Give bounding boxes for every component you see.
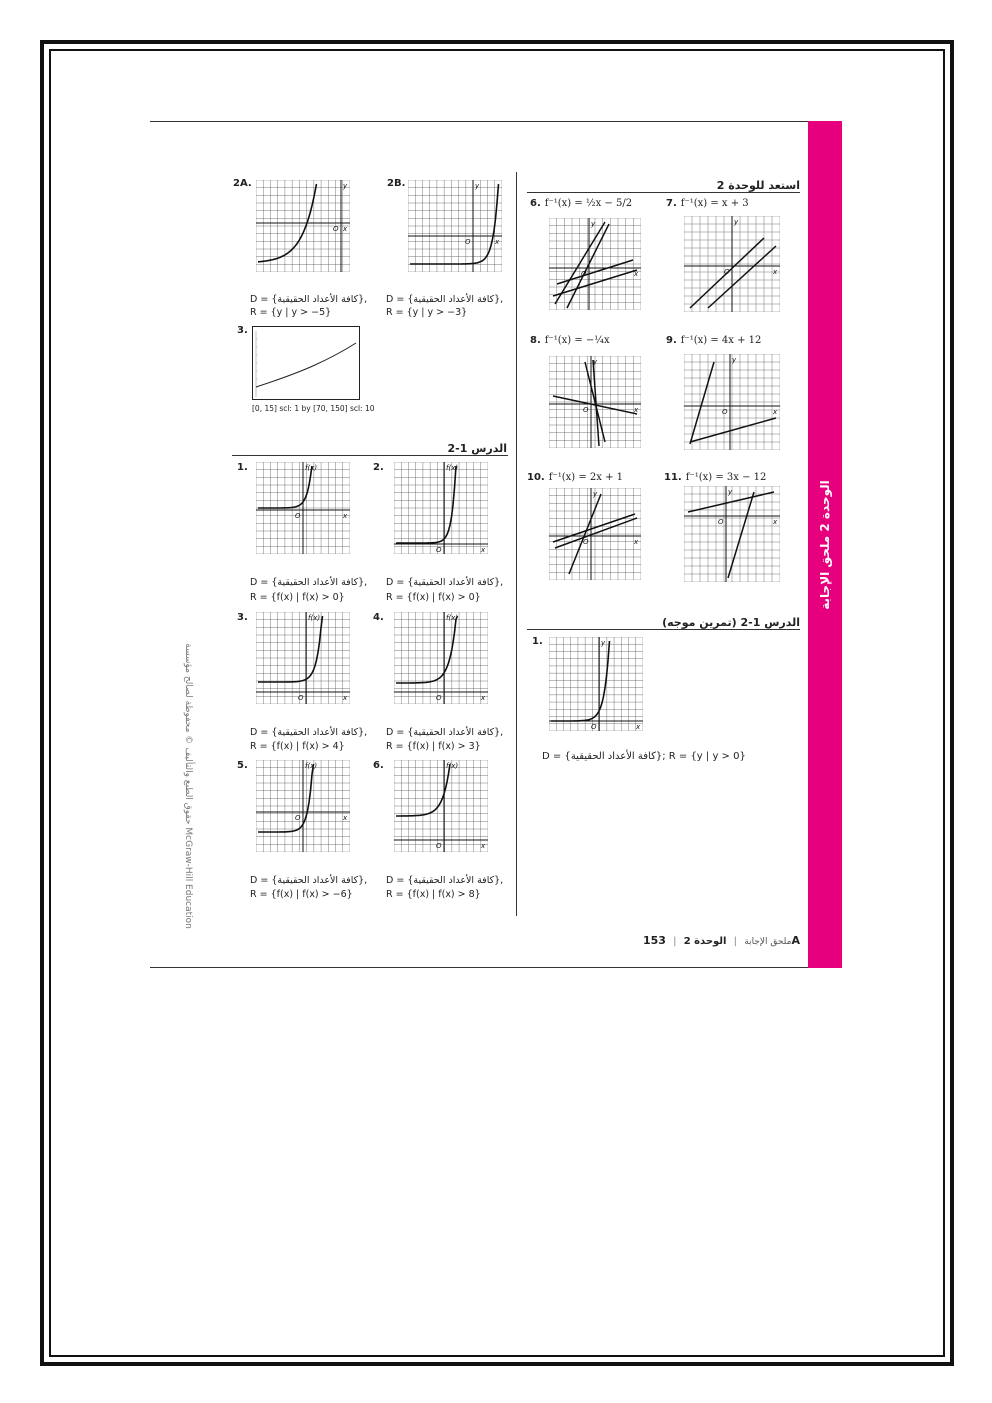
calculator-window-caption: [0, 15] scl: 1 by [70, 150] scl: 10 bbox=[252, 404, 375, 413]
function-line bbox=[593, 360, 599, 446]
item-6-graph bbox=[549, 218, 641, 310]
item-10-graph bbox=[549, 488, 641, 580]
lesson-ex4-domain: D = {كافة الأعداد الحقيقية}, bbox=[386, 727, 504, 738]
footer-separator: | bbox=[733, 936, 738, 947]
item-10-equation bbox=[527, 472, 623, 483]
axis-label-x: x bbox=[343, 814, 348, 822]
item-9-graph bbox=[684, 354, 780, 450]
lesson-ex3-graph bbox=[256, 612, 350, 704]
exercise-3-label: 3. bbox=[237, 325, 248, 336]
function-curve bbox=[258, 764, 314, 832]
origin-label: O bbox=[722, 408, 728, 416]
function-line bbox=[555, 518, 637, 548]
function-line bbox=[690, 362, 714, 444]
lesson-ex3-label: 3. bbox=[237, 612, 248, 623]
item-6-number: 6. bbox=[530, 198, 541, 209]
function-curve bbox=[258, 616, 323, 682]
origin-label: O bbox=[581, 270, 587, 278]
axis-label-x: x bbox=[343, 694, 348, 702]
item-11-formula: f⁻¹(x) = 3x − 12 bbox=[685, 472, 767, 483]
guided-ex1-answer: D = {كافة الأعداد الحقيقية}; R = {y | y > 0} bbox=[542, 751, 746, 762]
function-line bbox=[690, 418, 776, 442]
item-7-graph bbox=[684, 216, 780, 312]
axis-label-y: f(x) bbox=[446, 464, 459, 472]
exercise-2b-domain: D = {كافة الأعداد الحقيقية}, bbox=[386, 294, 504, 305]
axis-label-y: f(x) bbox=[305, 464, 318, 472]
origin-label: O bbox=[718, 518, 724, 526]
exercise-2a-label: 2A. bbox=[233, 178, 252, 189]
axis-label-y: y bbox=[343, 182, 348, 190]
unit-2-prep-title: استعد للوحدة 2 bbox=[716, 179, 800, 192]
axis-label-y: y bbox=[593, 358, 598, 366]
guided-practice-title: الدرس 1-2 (تمرين موجه) bbox=[662, 616, 800, 629]
item-7-formula: f⁻¹(x) = x + 3 bbox=[680, 198, 749, 209]
lesson-ex6-domain: D = {كافة الأعداد الحقيقية}, bbox=[386, 875, 504, 886]
lesson-ex2-label: 2. bbox=[373, 462, 384, 473]
item-10-formula: f⁻¹(x) = 2x + 1 bbox=[548, 472, 623, 483]
lesson-ex2-graph bbox=[394, 462, 488, 554]
function-line bbox=[553, 514, 635, 542]
function-line bbox=[555, 222, 605, 304]
item-6-formula: f⁻¹(x) = ½x − 5/2 bbox=[544, 198, 633, 209]
origin-label: O bbox=[465, 238, 471, 246]
function-curve bbox=[396, 616, 458, 683]
graph-2a bbox=[256, 180, 350, 272]
bottom-rule bbox=[150, 967, 842, 968]
item-8-formula: f⁻¹(x) = −¼x bbox=[544, 335, 610, 346]
origin-label: O bbox=[436, 842, 442, 850]
footer-separator: | bbox=[673, 936, 677, 947]
axis-label-y: y bbox=[475, 182, 480, 190]
item-9-number: 9. bbox=[666, 335, 677, 346]
item-8-equation bbox=[530, 335, 610, 346]
function-curve bbox=[410, 184, 499, 264]
item-6-equation bbox=[530, 198, 632, 209]
axis-label-y: y bbox=[593, 490, 598, 498]
function-curve bbox=[396, 464, 459, 543]
column-divider bbox=[516, 172, 517, 916]
axis-label-x: x bbox=[634, 270, 639, 278]
item-8-graph bbox=[549, 356, 641, 448]
lesson-ex6-label: 6. bbox=[373, 760, 384, 771]
lesson-ex2-range: R = {f(x) | f(x) > 0} bbox=[386, 592, 481, 603]
item-11-number: 11. bbox=[664, 472, 682, 483]
exercise-2a-range: R = {y | y > −5} bbox=[250, 307, 332, 318]
guided-ex1-label: 1. bbox=[532, 636, 543, 647]
axis-label-x: x bbox=[773, 518, 778, 526]
lesson-ex4-graph bbox=[394, 612, 488, 704]
origin-label: O bbox=[583, 538, 589, 546]
lesson-ex5-graph bbox=[256, 760, 350, 852]
item-10-number: 10. bbox=[527, 472, 545, 483]
item-11-equation bbox=[664, 472, 766, 483]
lesson-ex1-domain: D = {كافة الأعداد الحقيقية}, bbox=[250, 577, 368, 588]
function-line bbox=[708, 246, 776, 308]
axis-label-x: x bbox=[481, 694, 486, 702]
origin-label: O bbox=[298, 694, 304, 702]
origin-label: O bbox=[295, 814, 301, 822]
axis-label-x: x bbox=[481, 546, 486, 554]
item-8-number: 8. bbox=[530, 335, 541, 346]
origin-label: O bbox=[333, 225, 339, 233]
axis-label-x: x bbox=[343, 225, 348, 233]
item-9-formula: f⁻¹(x) = 4x + 12 bbox=[680, 335, 762, 346]
axis-label-y: y bbox=[734, 218, 739, 226]
axis-label-x: x bbox=[773, 408, 778, 416]
axis-label-x: x bbox=[495, 238, 500, 246]
lesson-ex6-graph bbox=[394, 760, 488, 852]
lesson-ex2-domain: D = {كافة الأعداد الحقيقية}, bbox=[386, 577, 504, 588]
axis-label-x: x bbox=[636, 723, 641, 731]
unit-2-prep-rule bbox=[527, 192, 800, 193]
axis-label-x: x bbox=[634, 406, 639, 414]
origin-label: O bbox=[591, 723, 597, 731]
lesson-ex5-range: R = {f(x) | f(x) > −6} bbox=[250, 889, 353, 900]
guided-ex1-graph bbox=[549, 637, 643, 731]
axis-label-y: y bbox=[601, 639, 606, 647]
axis-label-x: x bbox=[481, 842, 486, 850]
item-9-equation bbox=[666, 335, 761, 346]
axis-label-x: x bbox=[634, 538, 639, 546]
lesson-ex4-label: 4. bbox=[373, 612, 384, 623]
exercise-2b-range: R = {y | y > −3} bbox=[386, 307, 468, 318]
footer-section: ملحق الإجابة bbox=[744, 937, 792, 947]
origin-label: O bbox=[295, 512, 301, 520]
sidebar-title: الوحدة 2 ملحق الإجابة bbox=[818, 480, 832, 610]
item-7-equation bbox=[666, 198, 749, 209]
lesson-ex3-range: R = {f(x) | f(x) > 4} bbox=[250, 741, 345, 752]
origin-label: O bbox=[583, 406, 589, 414]
lesson-2-1-rule bbox=[232, 455, 508, 456]
origin-label: O bbox=[724, 268, 730, 276]
axis-label-y: f(x) bbox=[446, 762, 459, 770]
lesson-ex3-domain: D = {كافة الأعداد الحقيقية}, bbox=[250, 727, 368, 738]
axis-label-x: x bbox=[773, 268, 778, 276]
guided-practice-rule bbox=[527, 629, 800, 630]
lesson-ex5-label: 5. bbox=[237, 760, 248, 771]
copyright-credit: حقوق الطبع والتأليف © محفوظة لصالح مؤسسة McGraw-Hill Education bbox=[183, 643, 193, 929]
function-curve bbox=[551, 641, 610, 721]
item-7-number: 7. bbox=[666, 198, 677, 209]
footer-page-number: 153A bbox=[642, 934, 800, 947]
top-rule bbox=[150, 121, 808, 122]
graph-2b bbox=[408, 180, 502, 272]
exercise-2b-label: 2B. bbox=[387, 178, 406, 189]
item-11-graph bbox=[684, 486, 780, 582]
axis-label-y: f(x) bbox=[305, 762, 318, 770]
axis-label-y: y bbox=[728, 488, 733, 496]
origin-label: O bbox=[436, 546, 442, 554]
page-footer bbox=[643, 934, 800, 947]
calculator-plot bbox=[253, 327, 359, 399]
axis-label-y: f(x) bbox=[308, 614, 321, 622]
exercise-2a-domain: D = {كافة الأعداد الحقيقية}, bbox=[250, 294, 368, 305]
axis-label-y: y bbox=[732, 356, 737, 364]
lesson-ex6-range: R = {f(x) | f(x) > 8} bbox=[386, 889, 481, 900]
axis-label-x: x bbox=[343, 512, 348, 520]
footer-unit: الوحدة 2 bbox=[683, 936, 727, 947]
axis-label-y: f(x) bbox=[446, 614, 459, 622]
origin-label: O bbox=[436, 694, 442, 702]
lesson-ex1-label: 1. bbox=[237, 462, 248, 473]
lesson-ex1-range: R = {f(x) | f(x) > 0} bbox=[250, 592, 345, 603]
lesson-ex1-graph bbox=[256, 462, 350, 554]
calculator-screen bbox=[252, 326, 360, 400]
lesson-ex4-range: R = {f(x) | f(x) > 3} bbox=[386, 741, 481, 752]
lesson-2-1-title: الدرس 1-2 bbox=[447, 442, 507, 455]
axis-label-y: y bbox=[591, 220, 596, 228]
lesson-ex5-domain: D = {كافة الأعداد الحقيقية}, bbox=[250, 875, 368, 886]
